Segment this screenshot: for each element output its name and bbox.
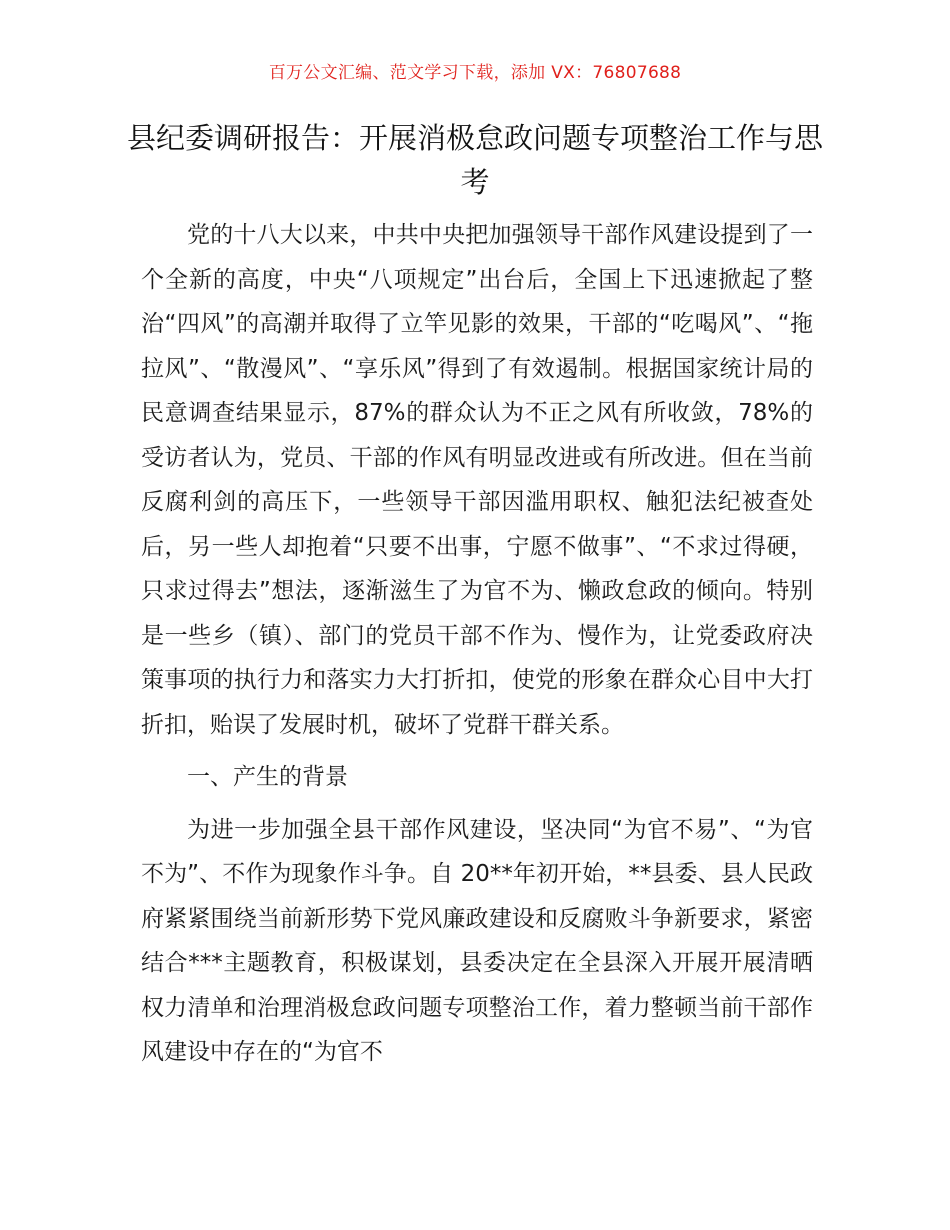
section-background-paragraph: 为进一步加强全县干部作风建设，坚决同“为官不易”、“为官不为”、不作为现象作斗争。自 20**年初开始，**县委、县人民政府紧紧围绕当前新形势下党风廉政建设和反腐败斗争新要求，紧密结合***主题教育，积极谋划，县委决定在全县深入开展开展清晒权力清单和治理消极怠政问题专项整治工作，着力整顿当前干部作风建设中存在的“为官不 (141, 816, 813, 1065)
document-body (141, 213, 813, 1075)
intro-paragraph: 党的十八大以来，中共中央把加强领导干部作风建设提到了一个全新的高度，中央“八项规定”出台后，全国上下迅速掀起了整治“四风”的高潮并取得了立竿见影的效果，干部的“吃喝风”、“拖拉风”、“散漫风”、“享乐风”得到了有效遏制。根据国家统计局的民意调查结果显示，87%的群众认为不正之风有所收敛，78%的受访者认为，党员、干部的作风有明显改进或有所改进。但在当前反腐利剑的高压下，一些领导干部因滥用职权、触犯法纪被查处后，另一些人却抱着“只要不出事，宁愿不做事”、“不求过得硬，只求过得去”想法，逐渐滋生了为官不为、懒政怠政的倾向。特别是一些乡（镇）、部门的党员干部不作为、慢作为，让党委政府决策事项的执行力和落实力大打折扣，使党的形象在群众心目中大打折扣，贻误了发展时机，破坏了党群干群关系。 (141, 222, 813, 738)
section-heading-background: 一、产生的背景 (187, 764, 348, 790)
document-title: 县纪委调研报告：开展消极怠政问题专项整治工作与思考 (126, 121, 823, 199)
header-watermark: 百万公文汇编、范文学习下载，添加 VX：76807688 (268, 63, 682, 83)
